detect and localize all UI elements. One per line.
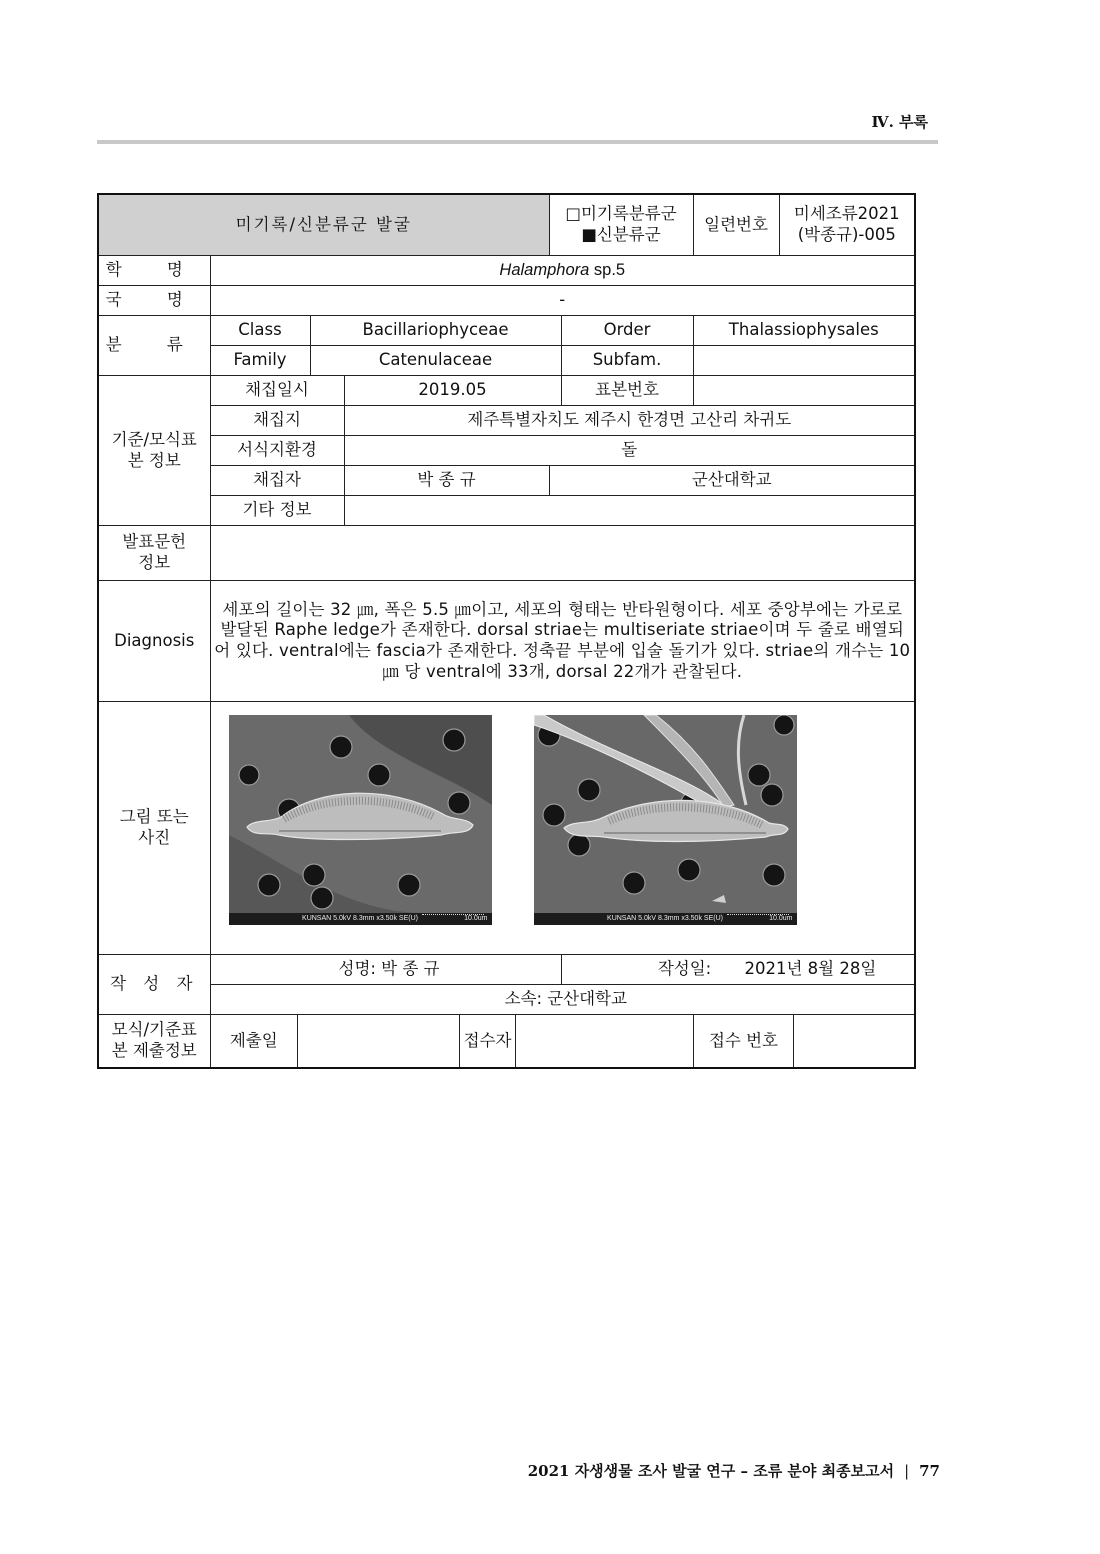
family-value: Catenulaceae: [310, 346, 561, 376]
collect-place-value: 제주특별자치도 제주시 한경면 고산리 차귀도: [344, 406, 915, 436]
figure-area: [210, 702, 915, 955]
submission-label: [98, 1015, 210, 1069]
sem-photo-2: [534, 715, 797, 925]
checkbox-unrecorded[interactable]: □미기록분류군: [565, 204, 677, 224]
figure-label-line1: 그림 또는: [119, 807, 189, 827]
subfam-label: Subfam.: [561, 346, 693, 376]
sci-name-rest: sp.5: [589, 261, 626, 280]
publication-label-line1: 발표문헌: [122, 532, 187, 552]
kor-name-value: -: [210, 286, 915, 316]
collector-value: 박 종 규: [344, 466, 549, 496]
photo-1-caption-text: KUNSAN 5.0kV 8.3mm x3.50k SE(U): [302, 915, 418, 922]
etc-info-value[interactable]: [344, 496, 915, 526]
order-label: Order: [561, 316, 693, 346]
sci-name-genus: Halamphora: [499, 261, 590, 280]
figure-label-line2: 사진: [138, 828, 171, 847]
specimen-no-label: 표본번호: [561, 376, 693, 406]
submission-label-line2: 본 제출정보: [111, 1041, 197, 1060]
receipt-no-value[interactable]: [794, 1015, 915, 1067]
category-checks: [549, 194, 693, 256]
receiver-value[interactable]: [516, 1015, 694, 1067]
submission-label-line1: 모식/기준표: [111, 1020, 197, 1040]
chapter-heading: Ⅳ. 부록: [871, 113, 928, 131]
serial-value: [779, 194, 915, 256]
collect-date-label: 채집일시: [210, 376, 344, 406]
collector-affiliation: 군산대학교: [549, 466, 915, 496]
submit-date-value[interactable]: [298, 1015, 460, 1067]
collect-date-value: 2019.05: [344, 376, 561, 406]
checkbox-new-taxon[interactable]: ■신분류군: [581, 225, 661, 244]
page-footer: [528, 1460, 940, 1481]
type-info-label-line1: 기준/모식표: [111, 429, 197, 449]
kor-name-label: 국 명: [98, 286, 210, 316]
publication-label: [98, 526, 210, 581]
footer-divider: |: [904, 1462, 910, 1480]
photo-2-caption-text: KUNSAN 5.0kV 8.3mm x3.50k SE(U): [607, 915, 723, 922]
receiver-label: 접수자: [460, 1015, 516, 1067]
subfam-value[interactable]: [693, 346, 915, 376]
classification-label: 분 류: [98, 316, 210, 376]
serial-label: 일련번호: [693, 194, 779, 256]
receipt-no-label: 접수 번호: [694, 1015, 794, 1067]
publication-label-line2: 정보: [138, 553, 171, 572]
submit-date-label: 제출일: [211, 1015, 298, 1067]
footer-text: 2021 자생생물 조사 발굴 연구 – 조류 분야 최종보고서: [527, 1462, 895, 1480]
author-name: 성명: 박 종 규: [210, 955, 561, 985]
figure-label: [98, 702, 210, 955]
class-value: Bacillariophyceae: [310, 316, 561, 346]
photo-2-scale-text: 10.0um: [769, 915, 793, 922]
habitat-value: 돌: [344, 436, 915, 466]
photo-1-caption: [229, 913, 492, 925]
publication-value[interactable]: [210, 526, 915, 581]
author-date-value: 2021년 8월 28일: [744, 959, 877, 979]
diagnosis-text: 세포의 길이는 32 ㎛, 폭은 5.5 ㎛이고, 세포의 형태는 반타원형이다. 세포 중앙부에는 가로로 발달된 Raphe ledge가 존재한다. dorsal striae는 multiseriate striae이며 두 줄로 배열되어 있다. ventral에는 fascia가 존재한다. 정축끝 부분에 입술 돌기가 있다. striae의 개수는 10㎛ 당 ventral에 33개, dorsal 22개가 관찰된다.: [210, 581, 915, 702]
serial-value-line1: 미세조류2021: [793, 204, 900, 224]
collect-place-label: 채집지: [210, 406, 344, 436]
collector-label: 채집자: [210, 466, 344, 496]
author-affiliation: 소속: 군산대학교: [210, 985, 915, 1015]
sci-name-value: [210, 256, 915, 286]
author-date-label: 작성일:: [657, 959, 712, 979]
family-label: Family: [210, 346, 310, 376]
etc-info-label: 기타 정보: [210, 496, 344, 526]
sci-name-label: 학 명: [98, 256, 210, 286]
specimen-no-value[interactable]: [693, 376, 915, 406]
type-info-label-line2: 본 정보: [127, 450, 181, 470]
author-label: 작 성 자: [98, 955, 210, 1015]
diagnosis-label: Diagnosis: [98, 581, 210, 702]
habitat-label: 서식지환경: [210, 436, 344, 466]
page-number: 77: [919, 1462, 940, 1480]
header-rule: [97, 140, 938, 144]
type-info-label: [98, 376, 210, 526]
form-title: 미기록/신분류군 발굴: [98, 194, 549, 256]
author-date: [561, 955, 915, 985]
order-value: Thalassiophysales: [693, 316, 915, 346]
submission-row: [210, 1015, 915, 1069]
serial-value-line2: (박종규)-005: [797, 225, 896, 244]
photo-1-scale-text: 10.0um: [464, 915, 488, 922]
class-label: Class: [210, 316, 310, 346]
photo-2-caption: [534, 913, 797, 925]
submission-subtable: [211, 1015, 915, 1067]
sem-photo-1: [229, 715, 492, 925]
specimen-form: [97, 193, 916, 1069]
